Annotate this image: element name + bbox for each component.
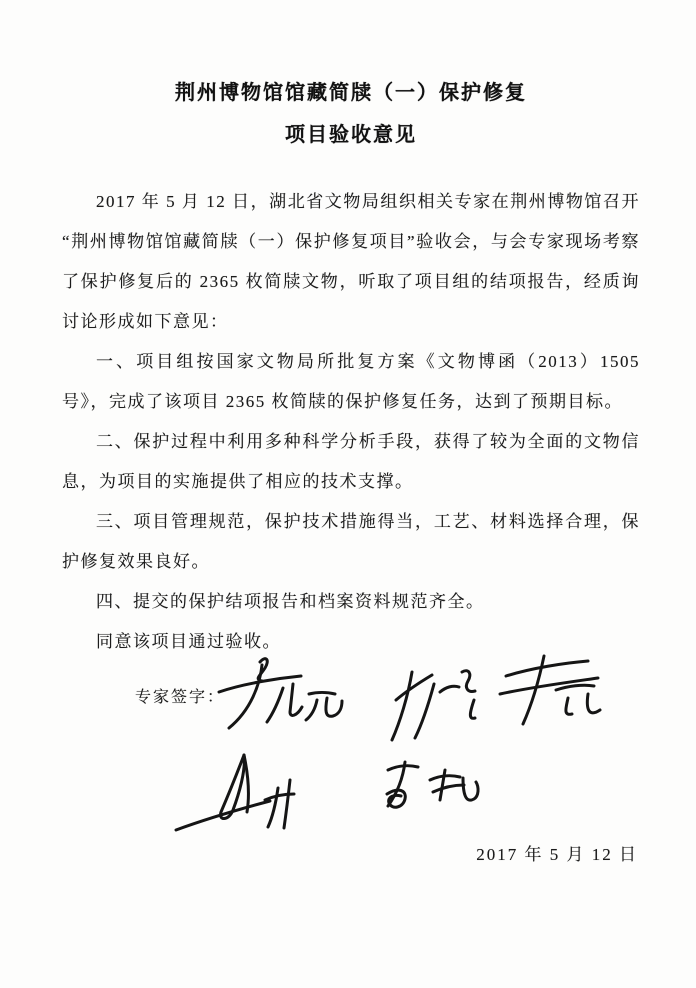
expert-signature-label: 专家签字： [135,689,226,706]
paragraph-item-1: 一、项目组按国家文物局所批复方案《文物博函（2013）1505 号》，完成了该项目 2365 枚简牍的保护修复任务，达到了预期目标。 [62,352,640,411]
document-date: 2017 年 5 月 12 日 [476,845,638,864]
handwritten-signature-3 [488,648,606,740]
paragraph-conclusion: 同意该项目通过验收。 [96,632,281,651]
handwritten-signature-5 [360,756,488,834]
document-title-line-1: 荆州博物馆馆藏简牍（一）保护修复 [175,82,527,104]
handwritten-signature-4 [168,750,318,838]
paragraph-item-4: 四、提交的保护结项报告和档案资料规范齐全。 [96,592,485,611]
document-content [62,72,640,662]
paragraph-item-3: 三、项目管理规范，保护技术措施得当，工艺、材料选择合理，保护修复效果良好。 [62,512,640,571]
paragraph-intro: 2017 年 5 月 12 日，湖北省文物局组织相关专家在荆州博物馆召开“荆州博物馆馆藏简牍（一）保护修复项目”验收会，与会专家现场考察了保护修复后的 2365 枚简牍文物，听取了项目组的结项报告，经质询讨论形成如下意见： [62,192,640,331]
handwritten-signature-2 [382,658,482,756]
paragraph-item-2: 二、保护过程中利用多种科学分析手段，获得了较为全面的文物信息，为项目的实施提供了相应的技术支撑。 [62,432,640,491]
handwritten-signature-1 [203,652,348,747]
document-title-line-2: 项目验收意见 [285,124,417,146]
document-body [62,182,640,662]
